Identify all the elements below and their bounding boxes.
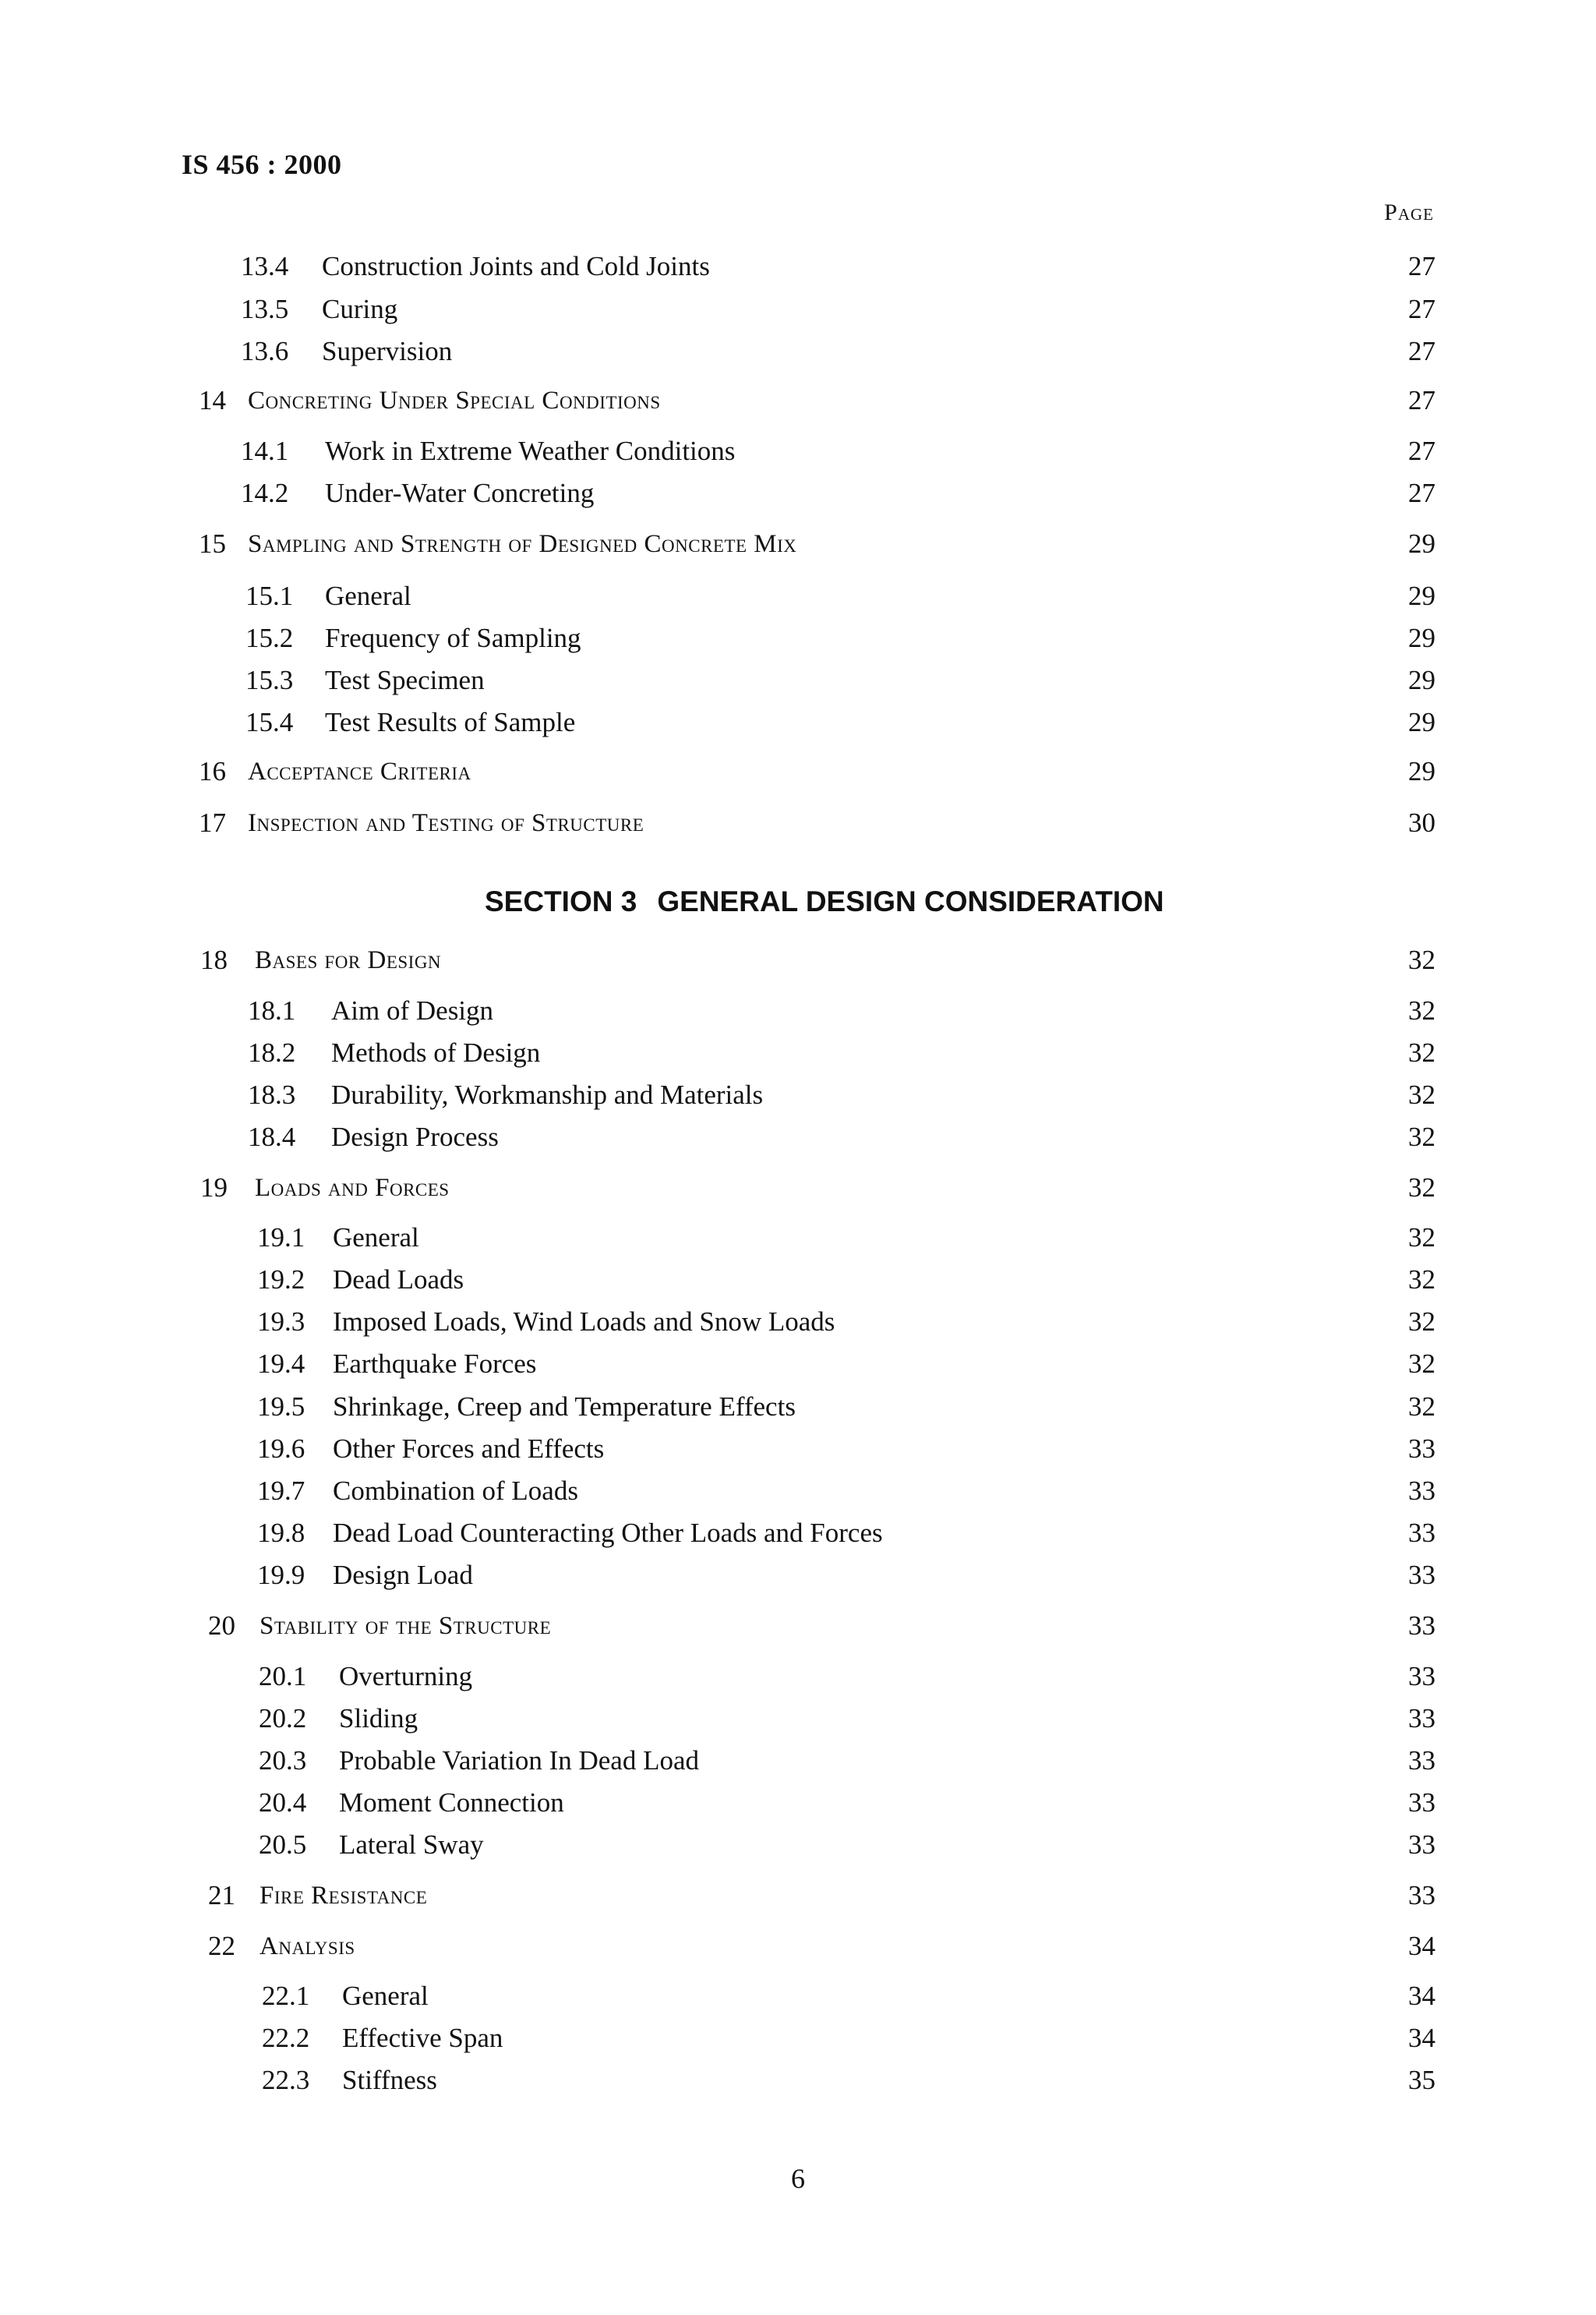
toc-entry-page: 32 xyxy=(1408,1037,1435,1068)
toc-entry-page: 27 xyxy=(1408,336,1435,366)
toc-entry-title: Inspection and Testing of Structure xyxy=(248,809,644,837)
toc-entry-number: 22 xyxy=(208,1931,235,1961)
document-code: IS 456 : 2000 xyxy=(182,149,342,180)
toc-clause-row xyxy=(0,1877,1596,1914)
page-number: 6 xyxy=(791,2163,805,2194)
toc-clause-row xyxy=(0,1607,1596,1645)
toc-clause-row xyxy=(0,382,1596,419)
toc-entry-number: 19.4 xyxy=(257,1348,305,1379)
toc-entry-title: Design Process xyxy=(331,1122,499,1152)
toc-entry-number: 15.3 xyxy=(245,665,294,695)
toc-entry-page: 29 xyxy=(1408,581,1435,611)
toc-entry-number: 18.4 xyxy=(248,1122,296,1152)
toc-entry-number: 20.5 xyxy=(259,1829,307,1860)
toc-entry-title: Methods of Design xyxy=(331,1037,541,1068)
toc-entry-page: 33 xyxy=(1408,1476,1435,1506)
toc-entry-number: 13.4 xyxy=(241,251,289,281)
toc-entry-page: 33 xyxy=(1408,1433,1435,1464)
toc-entry-title: Dead Load Counteracting Other Loads and Forces xyxy=(333,1518,883,1548)
toc-entry-number: 20.1 xyxy=(259,1661,307,1691)
toc-subclause-row xyxy=(0,1345,1596,1383)
toc-entry-number: 19.2 xyxy=(257,1264,305,1295)
toc-entry-page: 32 xyxy=(1408,1391,1435,1422)
toc-entry-number: 22.1 xyxy=(262,1981,310,2011)
toc-entry-title: Shrinkage, Creep and Temperature Effects xyxy=(333,1391,796,1422)
toc-entry-page: 29 xyxy=(1408,665,1435,695)
toc-entry-title: Overturning xyxy=(339,1661,473,1691)
toc-entry-page: 32 xyxy=(1408,1172,1435,1203)
toc-entry-number: 20.2 xyxy=(259,1703,307,1734)
toc-entry-title: Concreting Under Special Conditions xyxy=(248,387,661,415)
toc-subclause-row xyxy=(0,578,1596,615)
toc-entry-page: 33 xyxy=(1408,1880,1435,1910)
toc-entry-page: 33 xyxy=(1408,1829,1435,1860)
toc-entry-page: 33 xyxy=(1408,1560,1435,1590)
toc-entry-page: 33 xyxy=(1408,1661,1435,1691)
toc-entry-title: Analysis xyxy=(260,1932,355,1960)
toc-entry-title: Stability of the Structure xyxy=(260,1612,552,1640)
toc-entry-number: 15 xyxy=(199,528,226,559)
toc-entry-page: 32 xyxy=(1408,1348,1435,1379)
toc-entry-page: 33 xyxy=(1408,1610,1435,1641)
toc-entry-page: 29 xyxy=(1408,623,1435,653)
page-column-label: Page xyxy=(1384,200,1434,225)
toc-entry-number: 14.1 xyxy=(241,436,289,466)
toc-entry-number: 21 xyxy=(208,1880,235,1910)
toc-entry-number: 17 xyxy=(199,808,226,838)
toc-entry-title: Sliding xyxy=(339,1703,418,1734)
toc-entry-title: Under-Water Concreting xyxy=(325,478,595,508)
toc-entry-title: Construction Joints and Cold Joints xyxy=(322,251,710,281)
toc-entry-page: 27 xyxy=(1408,294,1435,324)
toc-entry-number: 13.5 xyxy=(241,294,289,324)
toc-entry-title: General xyxy=(325,581,411,611)
toc-entry-page: 34 xyxy=(1408,1931,1435,1961)
toc-entry-page: 32 xyxy=(1408,1264,1435,1295)
toc-clause-row xyxy=(0,1928,1596,1965)
toc-subclause-row xyxy=(0,2020,1596,2057)
toc-entry-number: 13.6 xyxy=(241,336,289,366)
toc-subclause-row xyxy=(0,1514,1596,1552)
toc-entry-page: 32 xyxy=(1408,995,1435,1026)
toc-subclause-row xyxy=(0,1472,1596,1510)
toc-subclause-row xyxy=(0,1700,1596,1737)
toc-entry-page: 27 xyxy=(1408,251,1435,281)
toc-entry-number: 22.2 xyxy=(262,2023,310,2053)
toc-subclause-row xyxy=(0,662,1596,699)
toc-entry-title: Test Results of Sample xyxy=(325,707,576,737)
toc-entry-page: 32 xyxy=(1408,945,1435,975)
toc-subclause-row xyxy=(0,333,1596,370)
toc-entry-title: Curing xyxy=(322,294,398,324)
toc-entry-title: Imposed Loads, Wind Loads and Snow Loads xyxy=(333,1306,835,1337)
toc-subclause-row xyxy=(0,704,1596,741)
toc-subclause-row xyxy=(0,1784,1596,1822)
toc-entry-number: 19 xyxy=(200,1172,228,1203)
toc-entry-title: Test Specimen xyxy=(325,665,485,695)
toc-entry-title: Stiffness xyxy=(342,2065,437,2095)
toc-entry-title: Loads and Forces xyxy=(255,1174,450,1202)
toc-entry-page: 33 xyxy=(1408,1787,1435,1818)
toc-entry-title: Probable Variation In Dead Load xyxy=(339,1745,699,1776)
toc-entry-number: 19.8 xyxy=(257,1518,305,1548)
toc-entry-number: 18 xyxy=(200,945,228,975)
toc-entry-number: 19.6 xyxy=(257,1433,305,1464)
toc-entry-title: Dead Loads xyxy=(333,1264,464,1295)
toc-subclause-row xyxy=(0,992,1596,1030)
toc-entry-number: 22.3 xyxy=(262,2065,310,2095)
toc-subclause-row xyxy=(0,2062,1596,2099)
toc-subclause-row xyxy=(0,620,1596,657)
toc-subclause-row xyxy=(0,1261,1596,1299)
toc-entry-page: 32 xyxy=(1408,1122,1435,1152)
toc-entry-page: 32 xyxy=(1408,1222,1435,1253)
toc-entry-title: Supervision xyxy=(322,336,453,366)
toc-entry-page: 30 xyxy=(1408,808,1435,838)
toc-entry-title: Acceptance Criteria xyxy=(248,758,471,786)
toc-subclause-row xyxy=(0,1303,1596,1341)
toc-entry-title: Frequency of Sampling xyxy=(325,623,581,653)
toc-entry-title: Durability, Workmanship and Materials xyxy=(331,1080,764,1110)
toc-entry-title: Aim of Design xyxy=(331,995,494,1026)
toc-entry-title: Sampling and Strength of Designed Concrete Mix xyxy=(248,530,797,558)
toc-entry-page: 34 xyxy=(1408,2023,1435,2053)
toc-entry-page: 27 xyxy=(1408,478,1435,508)
toc-clause-row xyxy=(0,753,1596,790)
toc-subclause-row xyxy=(0,248,1596,285)
toc-entry-number: 19.1 xyxy=(257,1222,305,1253)
toc-subclause-row xyxy=(0,1119,1596,1156)
toc-entry-title: Other Forces and Effects xyxy=(333,1433,605,1464)
toc-entry-title: General xyxy=(342,1981,429,2011)
toc-entry-number: 19.5 xyxy=(257,1391,305,1422)
toc-entry-number: 15.1 xyxy=(245,581,294,611)
toc-clause-row xyxy=(0,525,1596,563)
toc-entry-number: 15.4 xyxy=(245,707,294,737)
toc-subclause-row xyxy=(0,1219,1596,1256)
toc-entry-page: 27 xyxy=(1408,436,1435,466)
toc-subclause-row xyxy=(0,1977,1596,2015)
toc-entry-page: 29 xyxy=(1408,756,1435,786)
toc-entry-page: 29 xyxy=(1408,707,1435,737)
section-title: GENERAL DESIGN CONSIDERATION xyxy=(657,885,1164,917)
toc-clause-row xyxy=(0,942,1596,979)
toc-entry-page: 35 xyxy=(1408,2065,1435,2095)
toc-subclause-row xyxy=(0,1034,1596,1072)
toc-entry-number: 19.9 xyxy=(257,1560,305,1590)
toc-entry-page: 34 xyxy=(1408,1981,1435,2011)
toc-entry-title: Bases for Design xyxy=(255,946,442,974)
section-label: SECTION 3 xyxy=(485,885,637,917)
toc-entry-number: 14.2 xyxy=(241,478,289,508)
toc-entry-number: 19.3 xyxy=(257,1306,305,1337)
toc-entry-number: 14 xyxy=(199,385,226,415)
toc-subclause-row xyxy=(0,1430,1596,1468)
toc-entry-page: 33 xyxy=(1408,1745,1435,1776)
toc-subclause-row xyxy=(0,475,1596,512)
toc-entry-page: 32 xyxy=(1408,1080,1435,1110)
toc-subclause-row xyxy=(0,1826,1596,1864)
toc-clause-row xyxy=(0,1169,1596,1207)
toc-subclause-row xyxy=(0,1388,1596,1426)
toc-entry-page: 27 xyxy=(1408,385,1435,415)
toc-subclause-row xyxy=(0,1658,1596,1695)
toc-entry-number: 18.1 xyxy=(248,995,296,1026)
toc-entry-title: Earthquake Forces xyxy=(333,1348,537,1379)
toc-entry-page: 33 xyxy=(1408,1703,1435,1734)
toc-subclause-row xyxy=(0,433,1596,470)
toc-entry-number: 18.2 xyxy=(248,1037,296,1068)
toc-entry-title: Work in Extreme Weather Conditions xyxy=(325,436,736,466)
toc-entry-number: 18.3 xyxy=(248,1080,296,1110)
section-heading xyxy=(485,885,1164,918)
toc-entry-title: Moment Connection xyxy=(339,1787,564,1818)
toc-entry-number: 16 xyxy=(199,756,226,786)
toc-entry-number: 15.2 xyxy=(245,623,294,653)
toc-entry-title: Effective Span xyxy=(342,2023,503,2053)
toc-entry-page: 33 xyxy=(1408,1518,1435,1548)
toc-entry-title: Fire Resistance xyxy=(260,1882,428,1910)
toc-entry-number: 19.7 xyxy=(257,1476,305,1506)
toc-entry-page: 29 xyxy=(1408,528,1435,559)
toc-entry-page: 32 xyxy=(1408,1306,1435,1337)
toc-entry-title: Combination of Loads xyxy=(333,1476,578,1506)
toc-subclause-row xyxy=(0,291,1596,328)
toc-entry-title: General xyxy=(333,1222,419,1253)
toc-entry-title: Design Load xyxy=(333,1560,473,1590)
toc-subclause-row xyxy=(0,1742,1596,1780)
toc-entry-number: 20.3 xyxy=(259,1745,307,1776)
toc-entry-title: Lateral Sway xyxy=(339,1829,484,1860)
toc-entry-number: 20.4 xyxy=(259,1787,307,1818)
toc-entry-number: 20 xyxy=(208,1610,235,1641)
toc-clause-row xyxy=(0,804,1596,842)
toc-subclause-row xyxy=(0,1557,1596,1594)
toc-subclause-row xyxy=(0,1076,1596,1114)
